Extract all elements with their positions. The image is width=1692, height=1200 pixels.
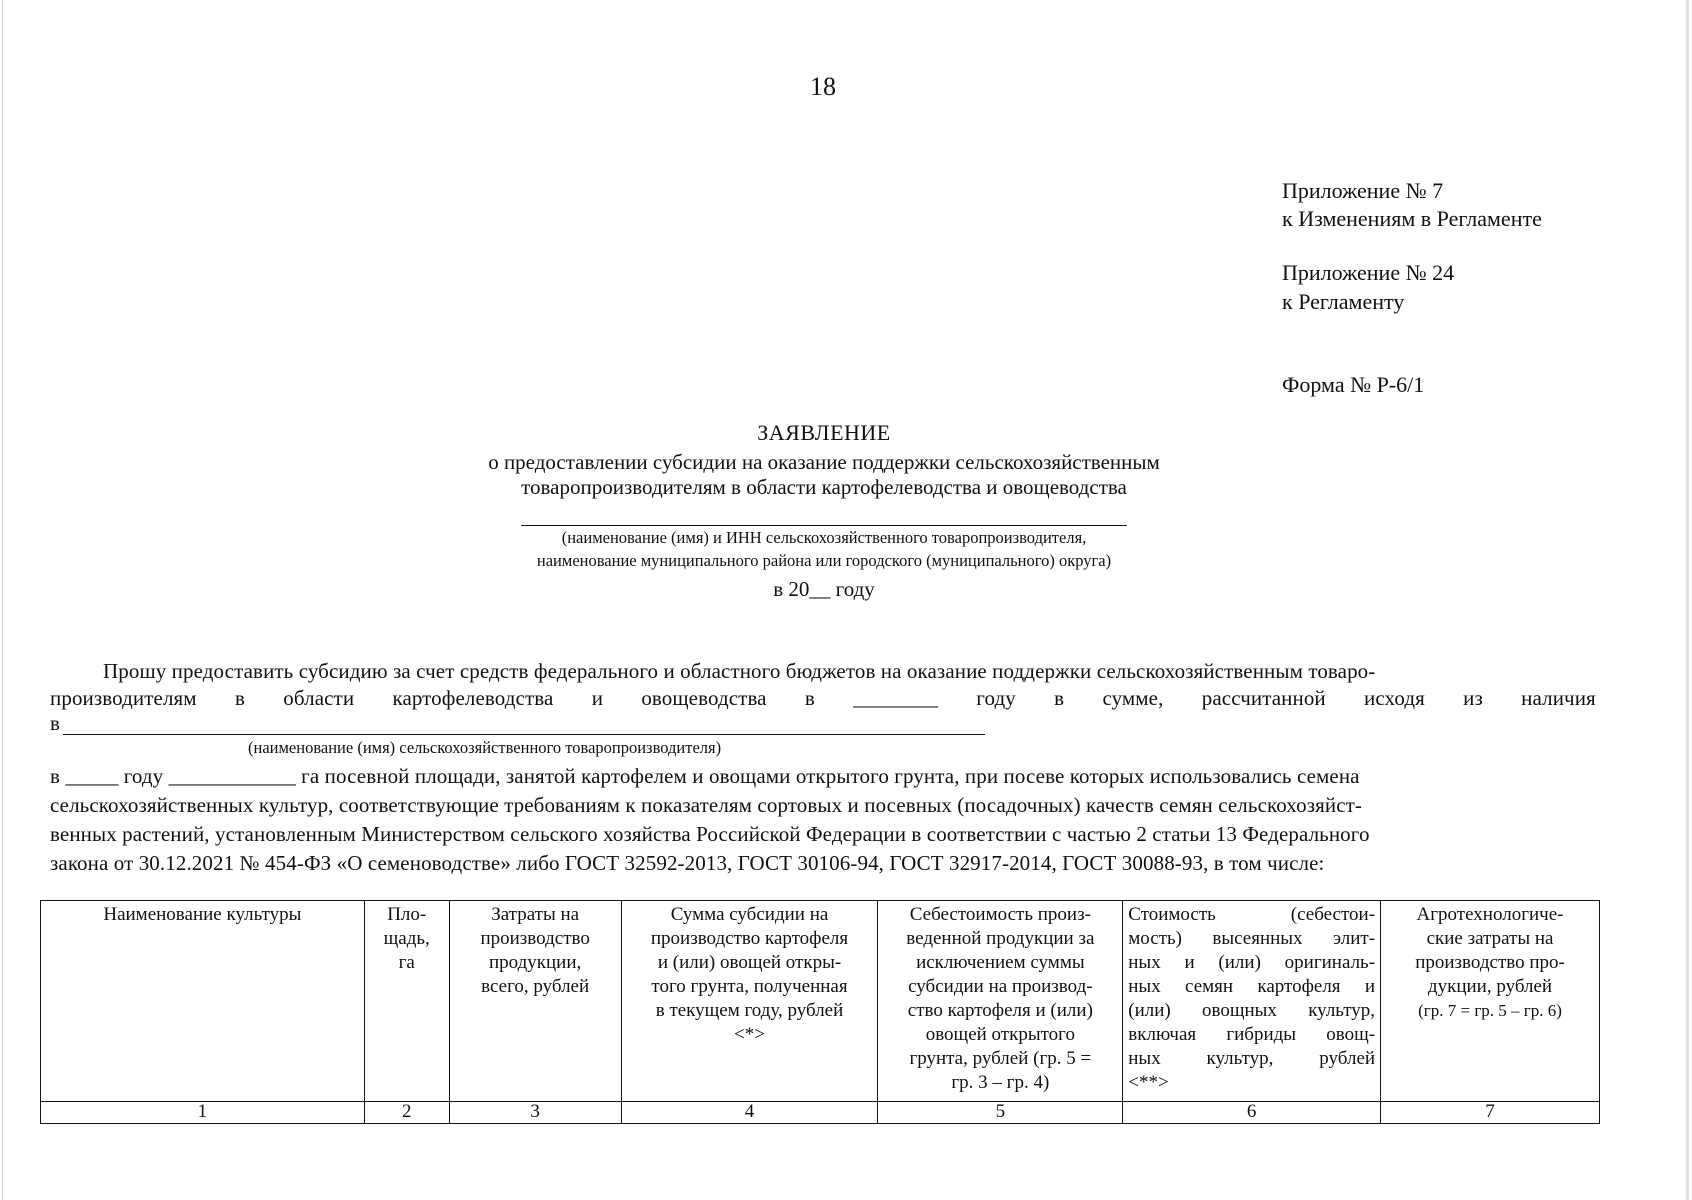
word: рассчитанной — [1201, 686, 1326, 710]
paragraph2-line4: закона от 30.12.2021 № 454-ФЗ «О семеноводстве» либо ГОСТ 32592-2013, ГОСТ 30106-94, ГОСТ 32917-2014, ГОСТ 30088-93, в том числе: — [50, 851, 1325, 875]
column-number: 1 — [41, 1102, 365, 1124]
page-number: 18 — [810, 72, 836, 101]
table-header-row — [41, 901, 1600, 1102]
crops-table — [40, 900, 1600, 1124]
column-number: 2 — [364, 1102, 449, 1124]
column-number: 6 — [1123, 1102, 1381, 1124]
header-agrotech-costs: Агротехнологиче- ские затраты на производство про- дукции, рублей (гр. 7 = гр. 5 – гр. 6) — [1381, 901, 1600, 1102]
document-subtitle-line2: товаропроизводителям в области картофелеводства и овощеводства — [521, 475, 1127, 499]
column-number: 3 — [449, 1102, 621, 1124]
word: в — [804, 686, 815, 710]
annex-changes-sub: к Изменениям в Регламенте — [1282, 206, 1542, 231]
word: овощеводства — [641, 686, 767, 710]
word: наличия — [1521, 686, 1596, 710]
column-number: 7 — [1381, 1102, 1600, 1124]
header-production-costs: Затраты на производство продукции, всего, рублей — [449, 901, 621, 1102]
word: в — [1054, 686, 1065, 710]
word: в — [234, 686, 245, 710]
applicant-caption-line1: (наименование (имя) и ИНН сельскохозяйственного товаропроизводителя, — [561, 528, 1087, 547]
header-subsidy-amount: Сумма субсидии на производство картофеля и (или) овощей откры- того грунта, полученная в текущем году, рублей <*> — [621, 901, 878, 1102]
producer-caption: (наименование (имя) сельскохозяйственного товаропроизводителя) — [248, 738, 722, 757]
annex-reg-sub: к Регламенту — [1282, 289, 1405, 314]
paragraph1-line2 — [50, 686, 1596, 711]
applicant-caption-line2: наименование муниципального района или городского (муниципального) округа) — [536, 551, 1112, 570]
word: сумме, — [1102, 686, 1164, 710]
word: картофелеводства — [392, 686, 554, 710]
word: году — [976, 686, 1016, 710]
paragraph2-line3: венных растений, установленным Министерством сельского хозяйства Российской Федерации в соответствии с частью 2 статьи 13 Федерального — [50, 822, 1370, 846]
year-line: в 20__ году — [773, 577, 875, 601]
column-number-row — [41, 1102, 1600, 1124]
column-number: 5 — [878, 1102, 1123, 1124]
header-seed-cost: Стоимость (себестои- мость) высеянных элит- ных и (или) оригиналь- ных семян картофеля и (или) овощных культур, включая гибриды овощ- ных культур, рублей <**> — [1123, 901, 1381, 1102]
word: и — [591, 686, 604, 710]
word: исходя — [1364, 686, 1425, 710]
form-number: Форма № Р-6/1 — [1282, 372, 1425, 397]
applicant-fill-line — [521, 525, 1127, 526]
paragraph1-line3: в — [50, 711, 61, 735]
column-number: 4 — [621, 1102, 878, 1124]
header-net-cost: Себестоимость произ- веденной продукции за исключением суммы субсидии на производ- ство картофеля и (или) овощей открытого грунта, рублей (гр. 5 = гр. 3 – гр. 4) — [878, 901, 1123, 1102]
header-area: Пло- щадь, га — [364, 901, 449, 1102]
annex-changes-label: Приложение № 7 — [1282, 178, 1444, 203]
word: производителям — [50, 686, 197, 710]
paragraph2-line2: сельскохозяйственных культур, соответствующие требованиям к показателям сортовых и посевных (посадочных) качеств семян сельскохозяйст- — [50, 793, 1362, 817]
document-subtitle-line1: о предоставлении субсидии на оказание поддержки сельскохозяйственным — [488, 450, 1160, 474]
document-title: ЗАЯВЛЕНИЕ — [757, 420, 891, 445]
year-blank: ________ — [853, 686, 938, 710]
annex-reg-label: Приложение № 24 — [1282, 260, 1455, 285]
paragraph2-line1: в _____ году ____________ га посевной площади, занятой картофелем и овощами открытого грунта, при посеве которых использовались семена — [50, 764, 1360, 788]
word: области — [283, 686, 355, 710]
paragraph1-line1: Прошу предоставить субсидию за счет средств федерального и областного бюджетов на оказание поддержки сельскохозяйственным товаро- — [103, 659, 1376, 683]
word: из — [1463, 686, 1483, 710]
header-crop-name: Наименование культуры — [41, 901, 365, 1102]
scan-edge — [1686, 0, 1689, 1200]
producer-fill-line — [63, 734, 985, 735]
